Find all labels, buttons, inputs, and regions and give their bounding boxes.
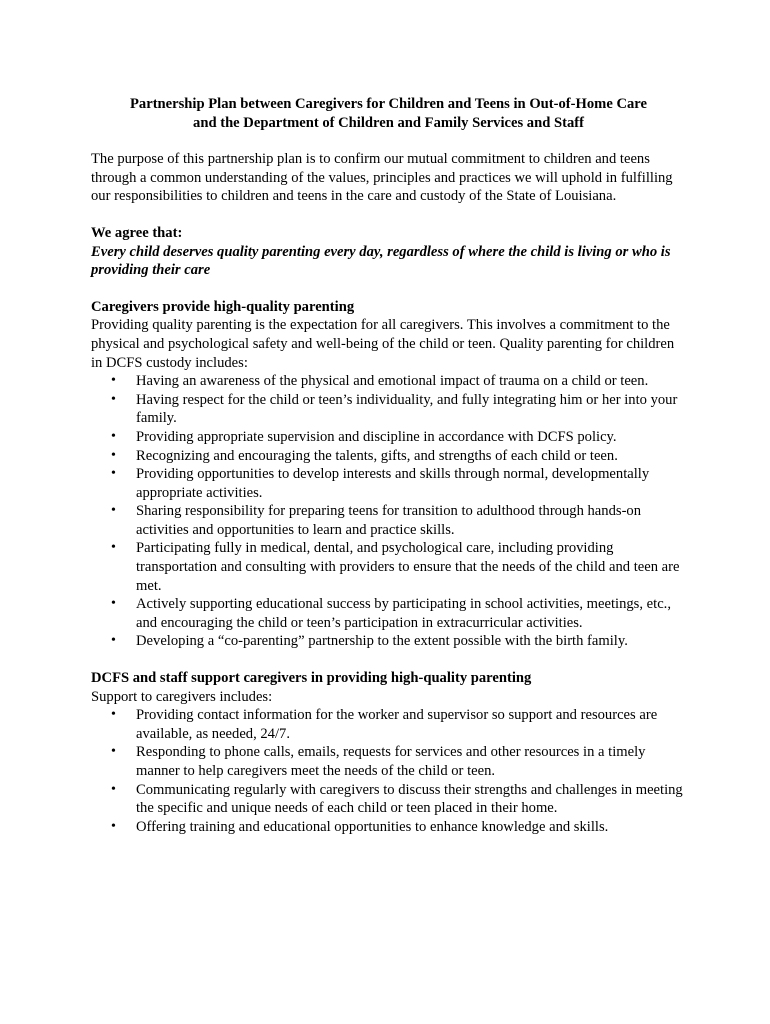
section-dcfs-heading: DCFS and staff support caregivers in providing high-quality parenting [91,670,532,687]
list-item-text: Offering training and educational opportunities to enhance knowledge and skills. [136,818,609,835]
bullet-icon: • [111,540,116,556]
list-item-text: Having respect for the child or teen’s individuality, and fully integrating him or her into your family. [136,391,678,427]
list-item [111,502,686,539]
bullet-icon: • [111,818,116,834]
list-item-text: Sharing responsibility for preparing teens for transition to adulthood through hands-on activities and opportunities to learn and practice skills. [136,503,642,538]
list-item [111,465,686,502]
section-caregivers-intro: Providing quality parenting is the expectation for all caregivers. This involves a commitment to the physical and psychological safety and well-being of the child or teen. Quality parenting for children in DCFS custody includes: [91,317,675,371]
list-item-text: Having an awareness of the physical and emotional impact of trauma on a child or teen. [136,373,649,390]
list-item-text: Providing appropriate supervision and discipline in accordance with DCFS policy. [136,428,617,445]
list-item [111,428,686,447]
list-item-text: Providing contact information for the worker and supervisor so support and resources are available, as needed, 24/7. [136,707,658,742]
title-line-1: Partnership Plan between Caregivers for Children and Teens in Out-of-Home Care [130,96,647,112]
list-item-text: Providing opportunities to develop interests and skills through normal, developmentally appropriate activities. [136,466,650,501]
bullet-icon: • [111,391,116,407]
bullet-icon: • [111,428,116,444]
list-item-text: Participating fully in medical, dental, and psychological care, including providing transportation and consulting with providers to ensure that the needs of the child and teen are met. [136,540,680,594]
document-body [91,95,686,836]
bullet-icon: • [111,744,116,760]
section-caregivers-heading: Caregivers provide high-quality parenting [91,298,355,315]
list-item-text: Responding to phone calls, emails, requests for services and other resources in a timely manner to help caregivers meet the needs of the child or teen. [136,744,646,779]
list-item [111,781,686,818]
agree-statement: Every child deserves quality parenting every day, regardless of where the child is living or who is providing their care [91,243,671,279]
bullet-icon: • [111,633,116,649]
caregivers-bullet-list [91,372,686,651]
list-item-text: Communicating regularly with caregivers to discuss their strengths and challenges in meeting the specific and unique needs of each child or teen placed in their home. [136,781,683,817]
list-item [111,818,686,837]
list-item [111,391,686,428]
list-item-text: Developing a “co-parenting” partnership to the extent possible with the birth family. [136,633,628,650]
bullet-icon: • [111,596,116,612]
list-item [111,539,686,595]
list-item [111,743,686,780]
purpose-paragraph: The purpose of this partnership plan is to confirm our mutual commitment to children and teens through a common understanding of the values, principles and practices we will uphold in fulfilling our responsibilities to children and teens in the care and custody of the State of Louisiana. [91,151,673,205]
dcfs-bullet-list [91,706,686,836]
list-item [111,632,686,651]
bullet-icon: • [111,503,116,519]
bullet-icon: • [111,466,116,482]
list-item [111,706,686,743]
document-title [83,95,694,132]
bullet-icon: • [111,447,116,463]
list-item [111,595,686,632]
list-item-text: Recognizing and encouraging the talents, gifts, and strengths of each child or teen. [136,447,618,464]
agree-heading: We agree that: [91,224,183,241]
section-dcfs-intro: Support to caregivers includes: [91,688,273,705]
list-item [111,447,686,466]
bullet-icon: • [111,781,116,797]
list-item [111,372,686,391]
bullet-icon: • [111,373,116,389]
title-line-2: and the Department of Children and Family Services and Staff [193,114,584,131]
list-item-text: Actively supporting educational success by participating in school activities, meetings, etc., and encouraging the child or teen’s participation in extracurricular activities. [136,596,671,631]
bullet-icon: • [111,707,116,723]
